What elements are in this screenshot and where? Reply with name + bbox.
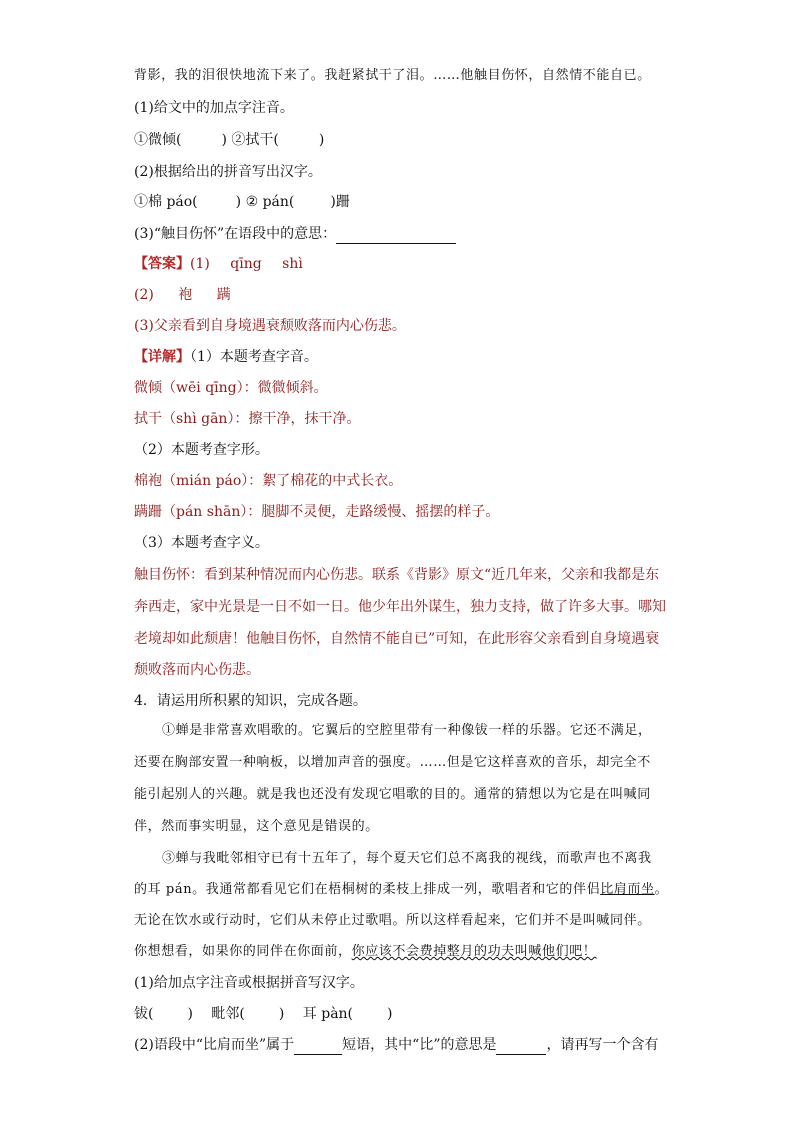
q4-sub2-c: ，请再写一个含有 — [546, 1037, 659, 1053]
answer-2-a: 袍 — [178, 287, 193, 303]
q1-items — [134, 130, 324, 150]
q4-sub1-items — [134, 1004, 393, 1024]
detail-line-5: 棉袍（mián páo）：絮了棉花的中式长衣。 — [134, 473, 403, 489]
answer-line-1 — [134, 254, 303, 274]
q4-sub2-blank-2 — [496, 1038, 546, 1055]
q4-p2-line-3: 无论在饮水或行动时，它们从未停止过歌唱。所以这样看起来，它们并不是叫喊同伴。 — [134, 913, 651, 928]
detail-line-8: 触目伤怀：看到某种情况而内心伤悲。联系《背影》原文“近几年来，父亲和我都是东 — [134, 567, 660, 583]
detail-line-6: 蹒跚（pán shān）：腿脚不灵便，走路缓慢、摇摆的样子。 — [134, 504, 500, 520]
q4-sub1-i3: 耳 pàn( — [302, 1006, 354, 1022]
detail-line-9: 奔西走，家中光景是一日不如一日。他少年出外谋生，独力支持，做了许多大事。哪知 — [134, 599, 666, 615]
detail-l1: （1）本题考查字音。 — [190, 349, 318, 365]
q1-item1-close: ) — [221, 132, 227, 148]
q4-p1-line-4: 伴，然而事实明显，这个意见是错误的。 — [134, 819, 379, 834]
q1-item1-label: ①微倾( — [134, 132, 182, 148]
detail-line-1 — [134, 347, 318, 367]
answer-line-2 — [134, 285, 231, 305]
q3-stem: (3)“触目伤怀”在语段中的意思： — [134, 226, 337, 242]
q1-item2-close: ) — [318, 132, 325, 148]
answer-2-num: (2) — [134, 287, 154, 303]
q4-p2-line-1: ③蝉与我毗邻相守已有十五年了，每个夏天它们总不离我的视线，而歌声也不离我 — [162, 851, 652, 866]
q2-items — [134, 192, 350, 212]
q4-sub1-i2-close: ) — [278, 1006, 285, 1022]
q4-sub1-i1: 钹( — [134, 1006, 154, 1022]
passage-end-line: 背影，我的泪很快地流下来了。我赶紧拭干了泪。……他触目伤怀，自然情不能自已。 — [134, 68, 651, 83]
q1-item2-label: ②拭干( — [231, 132, 279, 148]
detail-line-3: 拭干（shì gān）：擦干净，抹干净。 — [134, 411, 361, 427]
answer-2-b: 蹒 — [216, 287, 231, 303]
q4-p2-l4-a: 你想想看，如果你的同伴在你面前， — [134, 944, 352, 959]
q4-sub1-i1-close: ) — [187, 1006, 193, 1022]
detail-tag: 【详解】 — [134, 349, 190, 365]
detail-line-4: （2）本题考查字形。 — [134, 442, 269, 458]
q4-p2-l2-underlined: 比肩而坐 — [600, 882, 655, 897]
answer-1-b: shì — [282, 256, 303, 272]
detail-line-2: 微倾（wēi qīng）：微微倾斜。 — [134, 380, 328, 396]
q2-item2-close: )跚 — [330, 194, 350, 210]
q2-item1-close: ) — [235, 194, 242, 210]
q4-p2-l2-c: 。 — [654, 882, 669, 897]
q4-p2-l4-wavy: 你应该不会费掉整月的功夫叫喊他们吧！ — [351, 944, 597, 959]
answer-tag: 【答案】 — [134, 256, 190, 272]
q4-sub2-b: 短语，其中“比”的意思是 — [342, 1037, 497, 1053]
q4-heading: 4．请运用所积累的知识，完成各题。 — [134, 693, 367, 709]
answer-1-num: (1) — [190, 256, 210, 272]
q2-stem: (2)根据给出的拼音写出汉字。 — [134, 164, 322, 180]
answer-1-a: qīng — [230, 256, 262, 272]
q4-sub2-line — [134, 1035, 658, 1055]
detail-line-10: 老境却如此颓唐！他触目伤怀，自然情不能自已”可知，在此形容父亲看到自身境遇衰 — [134, 631, 660, 647]
q4-p1-line-3: 能引起别人的兴趣。就是我也还没有发现它唱歌的目的。通常的猜想以为它是在叫喊同 — [134, 787, 651, 802]
q4-sub1-i3-close: ) — [387, 1006, 393, 1022]
q3-line — [134, 224, 456, 244]
q2-item2-label: ② pán( — [245, 194, 295, 210]
q4-sub2-blank-1 — [294, 1038, 342, 1055]
q4-p1-line-2: 还要在胸部安置一种响板，以增加声音的强度。……但是它这样喜欢的音乐，却完全不 — [134, 755, 651, 770]
q4-p2-line-4 — [134, 942, 596, 962]
q3-answer-blank — [336, 227, 456, 244]
q4-p2-l2-a: 的耳 pán。我通常都看见它们在梧桐树的柔枝上排成一列，歌唱者和它的伴侣 — [134, 882, 601, 897]
q4-sub2-a: (2)语段中“比肩而坐”属于 — [134, 1037, 295, 1053]
detail-line-11: 颓败落而内心伤悲。 — [134, 662, 260, 678]
q2-item1-label: ①棉 páo( — [134, 194, 198, 210]
q4-sub1-stem: (1)给加点字注音或根据拼音写汉字。 — [134, 975, 364, 991]
q4-p2-line-2 — [134, 880, 668, 900]
q1-stem: (1)给文中的加点字注音。 — [134, 100, 294, 116]
q4-sub1-i2: 毗邻( — [211, 1006, 245, 1022]
q4-p1-line-1: ①蝉是非常喜欢唱歌的。它翼后的空腔里带有一种像钹一样的乐器。它还不满足， — [162, 723, 652, 738]
detail-line-7: （3）本题考查字义。 — [134, 535, 269, 551]
answer-line-3: (3)父亲看到自身境遇衰颓败落而内心伤悲。 — [134, 318, 406, 334]
